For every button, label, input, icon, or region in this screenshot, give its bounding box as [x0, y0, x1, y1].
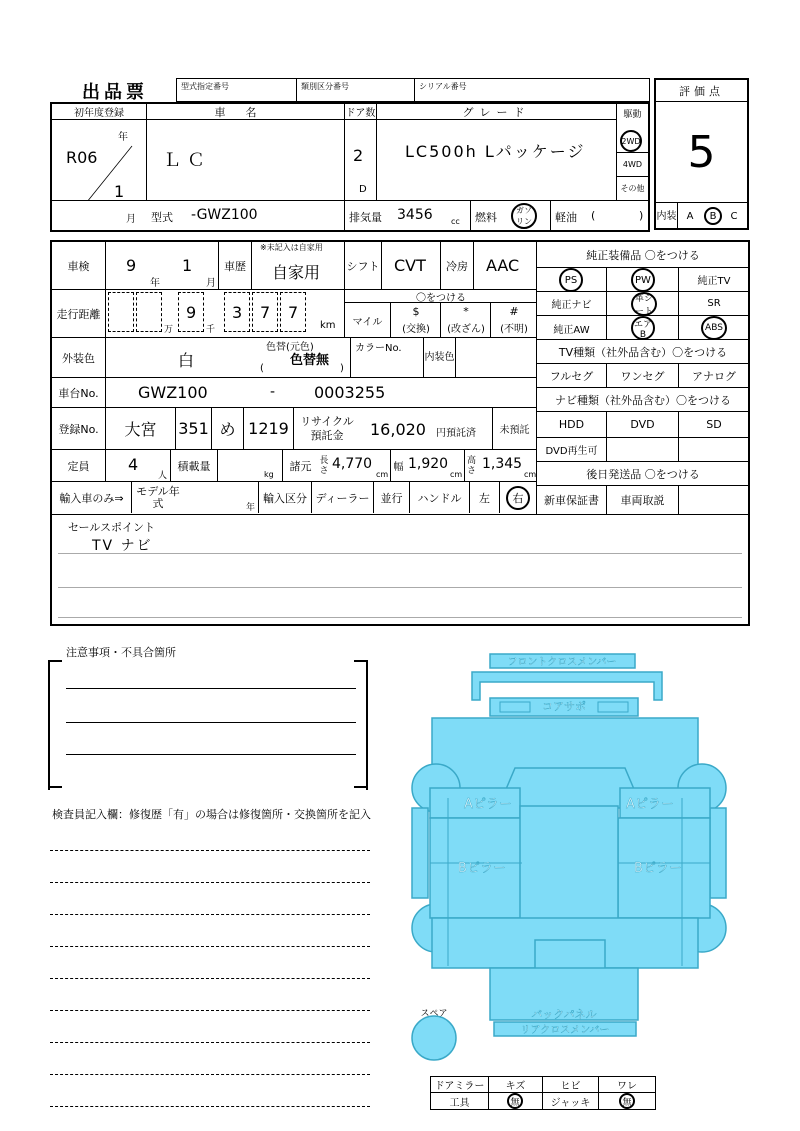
cc-unit: cc — [451, 217, 460, 226]
shaken-year[interactable]: 9 — [126, 256, 137, 275]
mileage-digit-3: 9 — [178, 292, 204, 332]
page-title: 出品票 — [82, 82, 148, 103]
legend-jack-none: 無 — [619, 1093, 635, 1109]
displacement-cell — [345, 201, 471, 231]
color-change-label: 色替(元色) — [266, 342, 314, 353]
capacity-value[interactable]: 4 — [128, 455, 139, 474]
mileage-digit-6: 7 — [280, 292, 306, 332]
interior-grade-label: 内装 — [656, 203, 678, 229]
history-value[interactable]: 自家用 — [272, 263, 321, 282]
side-sill-left[interactable] — [412, 808, 428, 898]
legend-door-mirror: ドアミラー — [431, 1077, 489, 1093]
mileage-unknown[interactable] — [491, 303, 537, 337]
mileage-mile[interactable]: マイル — [345, 303, 391, 337]
drive-other[interactable]: その他 — [617, 176, 648, 200]
legend-tools: 工具 — [431, 1093, 489, 1109]
equip-pw: PW — [631, 268, 655, 292]
rear-cross-member-label: リアクロスメンバー — [520, 1025, 610, 1036]
registration-kana[interactable]: め — [212, 408, 244, 449]
doors-d: D — [359, 184, 367, 195]
sales-point-text[interactable]: TV ナビ — [92, 538, 153, 554]
chassis-number[interactable]: 0003255 — [314, 383, 386, 402]
color-change-paren-open: ( — [260, 363, 264, 374]
row-chassis — [52, 378, 536, 408]
mileage-digit-4: 3 — [224, 292, 250, 332]
type-value[interactable]: -GWZ100 — [191, 207, 258, 223]
shaken-label: 車検 — [52, 242, 106, 289]
car-name-label: 車名 — [147, 104, 344, 120]
navi-hdd[interactable]: HDD — [537, 412, 607, 438]
grade-label: グレード — [377, 104, 616, 120]
mileage-circle-note: 〇をつける — [345, 290, 537, 303]
light-oil-paren-open: ( — [591, 209, 596, 222]
later-warranty[interactable]: 新車保証書 — [537, 486, 607, 514]
recycle-value[interactable]: 16,020 — [370, 420, 426, 439]
notes-line-3 — [66, 754, 356, 755]
inspector-lines[interactable] — [50, 820, 370, 1120]
spare-tire[interactable] — [412, 1016, 456, 1060]
mileage-digits[interactable] — [108, 292, 344, 336]
dims-label: 諸元 — [282, 450, 318, 481]
row-shaken — [52, 242, 536, 290]
score-label: 評価点 — [656, 80, 747, 102]
mileage-digit-5: 7 — [252, 292, 278, 332]
legend-tools-cell[interactable] — [489, 1093, 543, 1109]
row-capacity — [52, 450, 536, 482]
length-label: 長さ — [319, 456, 329, 476]
sales-point — [52, 514, 748, 624]
first-reg-era[interactable]: R06 — [66, 148, 98, 167]
category-label: 類別区分番号 — [301, 82, 349, 91]
score-box — [654, 78, 749, 230]
mileage-km: km — [320, 320, 336, 331]
grade-cell — [377, 104, 617, 200]
tampered-text: (改ざん) — [447, 324, 485, 335]
dvd-blank-2 — [679, 438, 749, 462]
fuel-gasoline[interactable]: ガソリン — [511, 203, 537, 229]
mileage-sen: 千 — [206, 325, 216, 335]
interior-grade — [656, 202, 747, 228]
interior-color-label: 内装色 — [424, 338, 456, 377]
car-name-value[interactable]: ＬＣ — [163, 150, 211, 171]
navi-sd[interactable]: SD — [679, 412, 749, 438]
length-value[interactable]: 4,770 — [332, 456, 373, 472]
equip-ps: PS — [559, 268, 583, 292]
width-value[interactable]: 1,920 — [408, 456, 449, 472]
sales-line-3 — [58, 617, 742, 618]
first-reg-label: 初年度登録 — [52, 104, 146, 120]
b-pillar-right-label: Bピラー — [634, 861, 682, 876]
drive-4wd[interactable]: 4WD — [617, 152, 648, 176]
shift-label: シフト — [344, 242, 382, 289]
grade-c[interactable]: C — [730, 210, 738, 222]
row-import — [52, 482, 536, 514]
color-value[interactable]: 白 — [178, 351, 195, 370]
type-row — [52, 200, 648, 230]
legend-break: ワレ — [599, 1077, 655, 1093]
tv-title: TV種類（社外品含む）〇をつける — [537, 340, 749, 364]
equip-abs-cell[interactable] — [679, 316, 749, 340]
import-type-label: 輸入区分 — [258, 482, 312, 513]
equip-sr[interactable]: SR — [679, 292, 749, 316]
first-registration — [52, 104, 147, 200]
color-change-value[interactable]: 色替無 — [290, 353, 330, 368]
b-pillar-left-label: Bピラー — [458, 861, 506, 876]
navi-dvd[interactable]: DVD — [607, 412, 679, 438]
grade-a[interactable]: A — [686, 210, 694, 222]
model-code-label: 型式指定番号 — [181, 82, 229, 91]
drive-label: 駆動 — [623, 109, 642, 120]
displacement-label: 排気量 — [349, 211, 382, 224]
mileage-exchange[interactable] — [391, 303, 441, 337]
a-pillar-right-label: Aピラー — [626, 797, 674, 812]
color-code-label: カラーNo. — [355, 343, 402, 354]
import-parallel[interactable]: 並行 — [374, 482, 410, 513]
width-cm: cm — [450, 470, 463, 479]
load-kg: kg — [264, 470, 274, 479]
registration-region[interactable]: 大宮 — [106, 408, 176, 449]
fuel-label: 燃料 — [475, 211, 497, 224]
year-unit: 年 — [118, 132, 128, 143]
equipment-grid — [537, 268, 749, 340]
spare-label: スペア — [420, 1009, 448, 1019]
front-cross-member-label: フロントクロスメンバー — [507, 657, 617, 668]
header-codes — [176, 78, 650, 102]
type-label: 型式 — [151, 211, 173, 224]
notes-line-2 — [66, 722, 356, 723]
capacity-unit: 人 — [158, 471, 168, 481]
legend-jack: ジャッキ — [543, 1093, 599, 1109]
fuel-cell — [471, 201, 551, 231]
sales-point-label: セールスポイント — [68, 521, 156, 534]
equip-airbag-cell[interactable] — [607, 316, 679, 340]
equip-ps-cell[interactable] — [537, 268, 607, 292]
shaken-month[interactable]: 1 — [182, 256, 193, 275]
score-value: 5 — [687, 126, 716, 178]
handle-label: ハンドル — [410, 482, 470, 513]
row-color — [52, 338, 536, 378]
first-reg-month[interactable]: 1 — [114, 182, 125, 201]
tampered-sym: * — [463, 305, 469, 318]
length-cm: cm — [376, 470, 389, 479]
equip-tv[interactable]: 純正TV — [679, 268, 749, 292]
width-label: 幅 — [390, 450, 406, 481]
drive-cell — [617, 104, 648, 200]
height-cm: cm — [524, 470, 537, 479]
doors-label: ドア数 — [345, 104, 376, 120]
equip-airbag: エアB — [631, 316, 655, 340]
mileage-digit-1 — [108, 292, 134, 332]
mileage-tampered[interactable] — [441, 303, 491, 337]
model-code-field[interactable] — [177, 79, 297, 101]
legend-jack-cell[interactable] — [599, 1093, 655, 1109]
light-oil-cell — [551, 201, 648, 231]
equip-navi[interactable]: 純正ナビ — [537, 292, 607, 316]
unknown-sym: # — [509, 305, 519, 318]
serial-field[interactable] — [415, 79, 649, 101]
load-label: 積載量 — [170, 450, 218, 481]
equip-abs: ABS — [701, 316, 727, 340]
history-label: 車歴 — [218, 242, 252, 289]
legend-table — [430, 1076, 656, 1110]
later-title: 後日発送品 〇をつける — [537, 462, 749, 486]
notes-line-1 — [66, 688, 356, 689]
dvd-play[interactable]: DVD再生可 — [537, 438, 607, 462]
navi-title: ナビ種類（社外品含む）〇をつける — [537, 388, 749, 412]
tv-analog[interactable]: アナログ — [679, 364, 749, 388]
equipment-title: 純正装備品 〇をつける — [537, 242, 749, 268]
legend-crack: ヒビ — [543, 1077, 599, 1093]
registration-number[interactable]: 1219 — [244, 408, 294, 449]
legend-tools-none: 無 — [507, 1093, 523, 1109]
vehicle-main-box — [50, 102, 650, 232]
grade-value[interactable]: LC500h Lパッケージ — [405, 142, 586, 161]
unknown-text: (不明) — [500, 324, 528, 335]
inspector-label: 検査員記入欄：修復歴「有」の場合は修復箇所・交換箇所を記入 — [52, 808, 371, 821]
ac-value[interactable]: AAC — [486, 256, 520, 275]
core-support-label: コアサポ — [542, 700, 586, 713]
equip-leather: 革シート — [631, 292, 657, 316]
car-body-diagram — [400, 648, 750, 1068]
tv-oneseg[interactable]: ワンセグ — [607, 364, 679, 388]
import-dealer[interactable]: ディーラー — [312, 482, 374, 513]
month-unit: 月 — [126, 214, 136, 225]
light-oil-label: 軽油 — [555, 211, 577, 224]
notes-label: 注意事項・不具合箇所 — [66, 646, 176, 659]
recycle-label: リサイクル預託金 — [300, 415, 354, 442]
history-note: ※未記入は自家用 — [260, 243, 323, 252]
exchange-text: (交換) — [402, 324, 430, 335]
category-field[interactable] — [297, 79, 415, 101]
equipment-panel — [536, 242, 748, 514]
a-pillar-left-label: Aピラー — [464, 797, 512, 812]
color-change-paren-close: ) — [340, 363, 344, 374]
chassis-label: 車台No. — [52, 378, 106, 407]
displacement-value[interactable]: 3456 — [397, 207, 433, 223]
trunk-floor[interactable] — [535, 940, 605, 970]
handle-left[interactable]: 左 — [470, 482, 500, 513]
recycle-paid[interactable]: 円預託済 — [436, 428, 476, 439]
doors-value[interactable]: 2 — [353, 146, 364, 165]
car-name-cell — [147, 104, 345, 200]
height-label: 高さ — [464, 450, 478, 481]
tv-fullseg[interactable]: フルセグ — [537, 364, 607, 388]
mileage-digit-2 — [136, 292, 162, 332]
model-year-label: モデル年式 — [136, 484, 180, 510]
exchange-sym: $ — [412, 305, 420, 318]
shift-value[interactable]: CVT — [394, 256, 426, 275]
equip-leather-cell[interactable] — [607, 292, 679, 316]
handle-right[interactable]: 右 — [506, 486, 530, 510]
recycle-unpaid[interactable]: 未預託 — [492, 408, 536, 449]
shaken-month-unit: 月 — [206, 278, 216, 289]
import-label: 輸入車のみ⇒ — [52, 482, 132, 513]
equip-pw-cell[interactable] — [607, 268, 679, 292]
mileage-label: 走行距離 — [52, 290, 106, 337]
color-label: 外装色 — [52, 338, 106, 377]
row-mileage — [52, 290, 536, 338]
capacity-label: 定員 — [52, 450, 106, 481]
sales-line-2 — [58, 587, 742, 588]
height-value[interactable]: 1,345 — [482, 456, 523, 472]
equip-aw[interactable]: 純正AW — [537, 316, 607, 340]
model-year-unit: 年 — [246, 503, 256, 513]
dvd-blank-1 — [607, 438, 679, 462]
type-cell — [147, 201, 345, 231]
notes-box[interactable] — [48, 660, 368, 790]
light-oil-paren-close: ) — [639, 209, 644, 222]
mileage-options — [344, 290, 536, 337]
registration-class[interactable]: 351 — [176, 408, 212, 449]
chassis-prefix[interactable]: GWZ100 — [138, 383, 208, 402]
shaken-year-unit: 年 — [150, 278, 160, 289]
front-bumper-frame[interactable] — [472, 672, 662, 700]
side-sill-right[interactable] — [710, 808, 726, 898]
grade-b[interactable]: B — [704, 207, 722, 225]
legend-scratch: キズ — [489, 1077, 543, 1093]
registration-label: 登録No. — [52, 408, 106, 449]
doors-cell — [345, 104, 377, 200]
back-panel-label: バックパネル — [531, 1008, 597, 1021]
mileage-man: 万 — [164, 325, 174, 335]
sales-line-1 — [58, 553, 742, 554]
later-manual[interactable]: 車両取説 — [607, 486, 679, 514]
color-code-cell[interactable] — [350, 338, 424, 377]
serial-label: シリアル番号 — [419, 82, 467, 91]
drive-2wd[interactable]: 2WD — [620, 130, 642, 152]
ac-label: 冷房 — [440, 242, 474, 289]
chassis-dash: - — [270, 384, 276, 400]
row-registration — [52, 408, 536, 450]
